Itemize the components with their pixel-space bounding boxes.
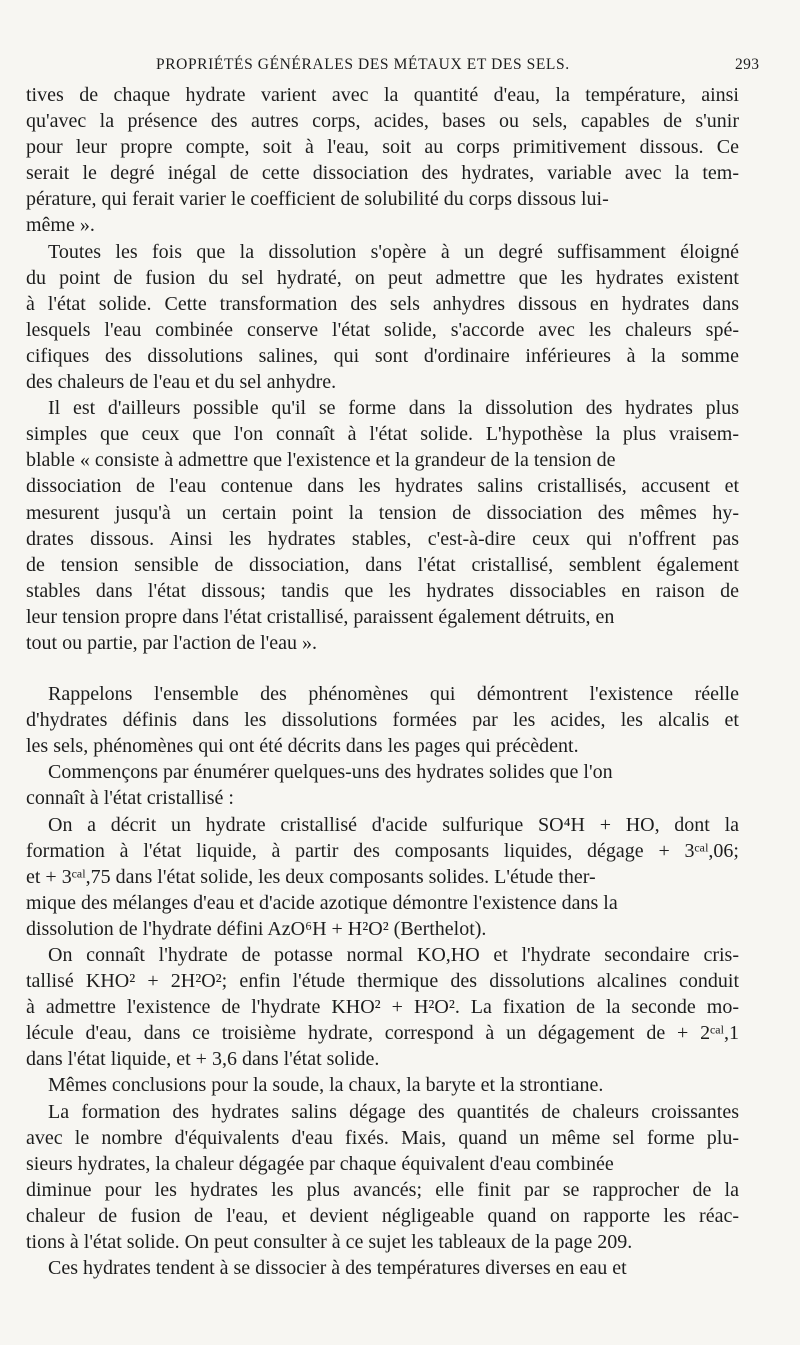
text-line: pérature, qui ferait varier le coefficient de solubilité du corps dissous lui- xyxy=(26,188,609,211)
text-line: chaleur de fusion de l'eau, et devient négligeable quand on rapporte les réac- xyxy=(26,1204,739,1227)
text-line: qu'avec la présence des autres corps, acides, bases ou sels, capables de s'unir xyxy=(26,110,739,133)
paragraph xyxy=(26,395,739,656)
text-line: Toutes les fois que la dissolution s'opère à un degré suffisamment éloigné xyxy=(48,240,739,263)
paragraph xyxy=(26,812,739,942)
text-line: Rappelons l'ensemble des phénomènes qui démontrent l'existence réelle xyxy=(48,683,739,706)
paragraph xyxy=(26,82,739,239)
paragraph xyxy=(26,1255,739,1281)
paragraph xyxy=(26,942,739,1072)
text-line: diminue pour les hydrates les plus avancés; elle finit par se rapprocher de la xyxy=(26,1178,739,1201)
text-line: stables dans l'état dissous; tandis que les hydrates dissociables en raison de xyxy=(26,579,739,602)
running-head-title: PROPRIÉTÉS GÉNÉRALES DES MÉTAUX ET DES SELS. xyxy=(156,56,570,73)
text-line: de tension sensible de dissociation, dans l'état cristallisé, semblent également xyxy=(26,553,739,576)
text-line: dissociation de l'eau contenue dans les hydrates salins cristallisés, accusent et xyxy=(26,475,739,498)
text-line: On connaît l'hydrate de potasse normal KO,HO et l'hydrate secondaire cris- xyxy=(48,944,739,966)
text-line: simples que ceux que l'on connaît à l'état solide. L'hypothèse la plus vraisem- xyxy=(26,423,739,446)
text-line: mesurent jusqu'à un certain point la tension de dissociation des mêmes hy- xyxy=(26,501,739,524)
text-line: avec le nombre d'équivalents d'eau fixés. Mais, quand un même sel forme plu- xyxy=(26,1126,739,1149)
text-line: d'hydrates définis dans les dissolutions formées par les acides, les alcalis et xyxy=(26,709,739,732)
text-line: Ces hydrates tendent à se dissocier à des températures diverses en eau et xyxy=(48,1257,627,1280)
paragraph xyxy=(26,1099,739,1256)
paragraph xyxy=(26,239,739,396)
body-text xyxy=(26,82,739,1281)
text-line: connaît à l'état cristallisé : xyxy=(26,787,234,810)
text-line: des chaleurs de l'eau et du sel anhydre. xyxy=(26,371,337,394)
page-number: 293 xyxy=(735,56,760,73)
text-line: et + 3ᶜᵃˡ,75 dans l'état solide, les deux composants solides. L'étude ther- xyxy=(26,865,596,888)
section-gap xyxy=(26,656,739,681)
text-line: tives de chaque hydrate varient avec la quantité d'eau, la température, ainsi xyxy=(26,84,739,106)
text-line: formation à l'état liquide, à partir des composants liquides, dégage + 3ᶜᵃˡ,06; xyxy=(26,839,739,862)
text-line: cifiques des dissolutions salines, qui sont d'ordinaire inférieures à la somme xyxy=(26,344,739,367)
text-line: lécule d'eau, dans ce troisième hydrate, correspond à un dégagement de + 2ᶜᵃˡ,1 xyxy=(26,1022,739,1045)
text-line: à admettre l'existence de l'hydrate KHO² + H²O². La fixation de la seconde mo- xyxy=(26,996,739,1019)
text-line: blable « consiste à admettre que l'existence et la grandeur de la tension de xyxy=(26,449,616,472)
text-line: La formation des hydrates salins dégage des quantités de chaleurs croissantes xyxy=(48,1100,739,1123)
paragraph xyxy=(26,759,739,811)
text-line: mique des mélanges d'eau et d'acide azotique démontre l'existence dans la xyxy=(26,891,618,914)
paragraph xyxy=(26,681,739,759)
paragraph xyxy=(26,1072,739,1098)
text-line: Mêmes conclusions pour la soude, la chaux, la baryte et la strontiane. xyxy=(48,1074,604,1097)
text-line: pour leur propre compte, soit à l'eau, soit au corps primitivement dissous. Ce xyxy=(26,136,739,159)
text-line: On a décrit un hydrate cristallisé d'acide sulfurique SO⁴H + HO, dont la xyxy=(48,813,739,836)
text-line: dans l'état liquide, et + 3,6 dans l'état solide. xyxy=(26,1048,380,1071)
running-head xyxy=(0,56,800,80)
text-line: du point de fusion du sel hydraté, on peut admettre que les hydrates existent xyxy=(26,266,739,289)
text-line: les sels, phénomènes qui ont été décrits dans les pages qui précèdent. xyxy=(26,735,579,758)
text-line: serait le degré inégal de cette dissociation des hydrates, variable avec la tem- xyxy=(26,162,739,185)
text-line: tout ou partie, par l'action de l'eau ». xyxy=(26,631,317,654)
text-line: lesquels l'eau combinée conserve l'état solide, s'accorde avec les chaleurs spé- xyxy=(26,318,739,341)
text-line: tallisé KHO² + 2H²O²; enfin l'étude thermique des dissolutions alcalines conduit xyxy=(26,970,739,993)
text-line: tions à l'état solide. On peut consulter à ce sujet les tableaux de la page 209. xyxy=(26,1231,633,1254)
text-line: drates dissous. Ainsi les hydrates stables, c'est-à-dire ceux qui n'offrent pas xyxy=(26,527,739,550)
text-line: même ». xyxy=(26,214,95,237)
text-line: sieurs hydrates, la chaleur dégagée par chaque équivalent d'eau combinée xyxy=(26,1152,614,1175)
text-line: Il est d'ailleurs possible qu'il se forme dans la dissolution des hydrates plus xyxy=(48,397,739,420)
text-line: Commençons par énumérer quelques-uns des hydrates solides que l'on xyxy=(48,761,613,784)
text-line: à l'état solide. Cette transformation des sels anhydres dissous en hydrates dans xyxy=(26,292,739,315)
text-line: leur tension propre dans l'état cristallisé, paraissent également détruits, en xyxy=(26,605,615,628)
text-line: dissolution de l'hydrate défini AzO⁶H + H²O² (Berthelot). xyxy=(26,917,487,940)
